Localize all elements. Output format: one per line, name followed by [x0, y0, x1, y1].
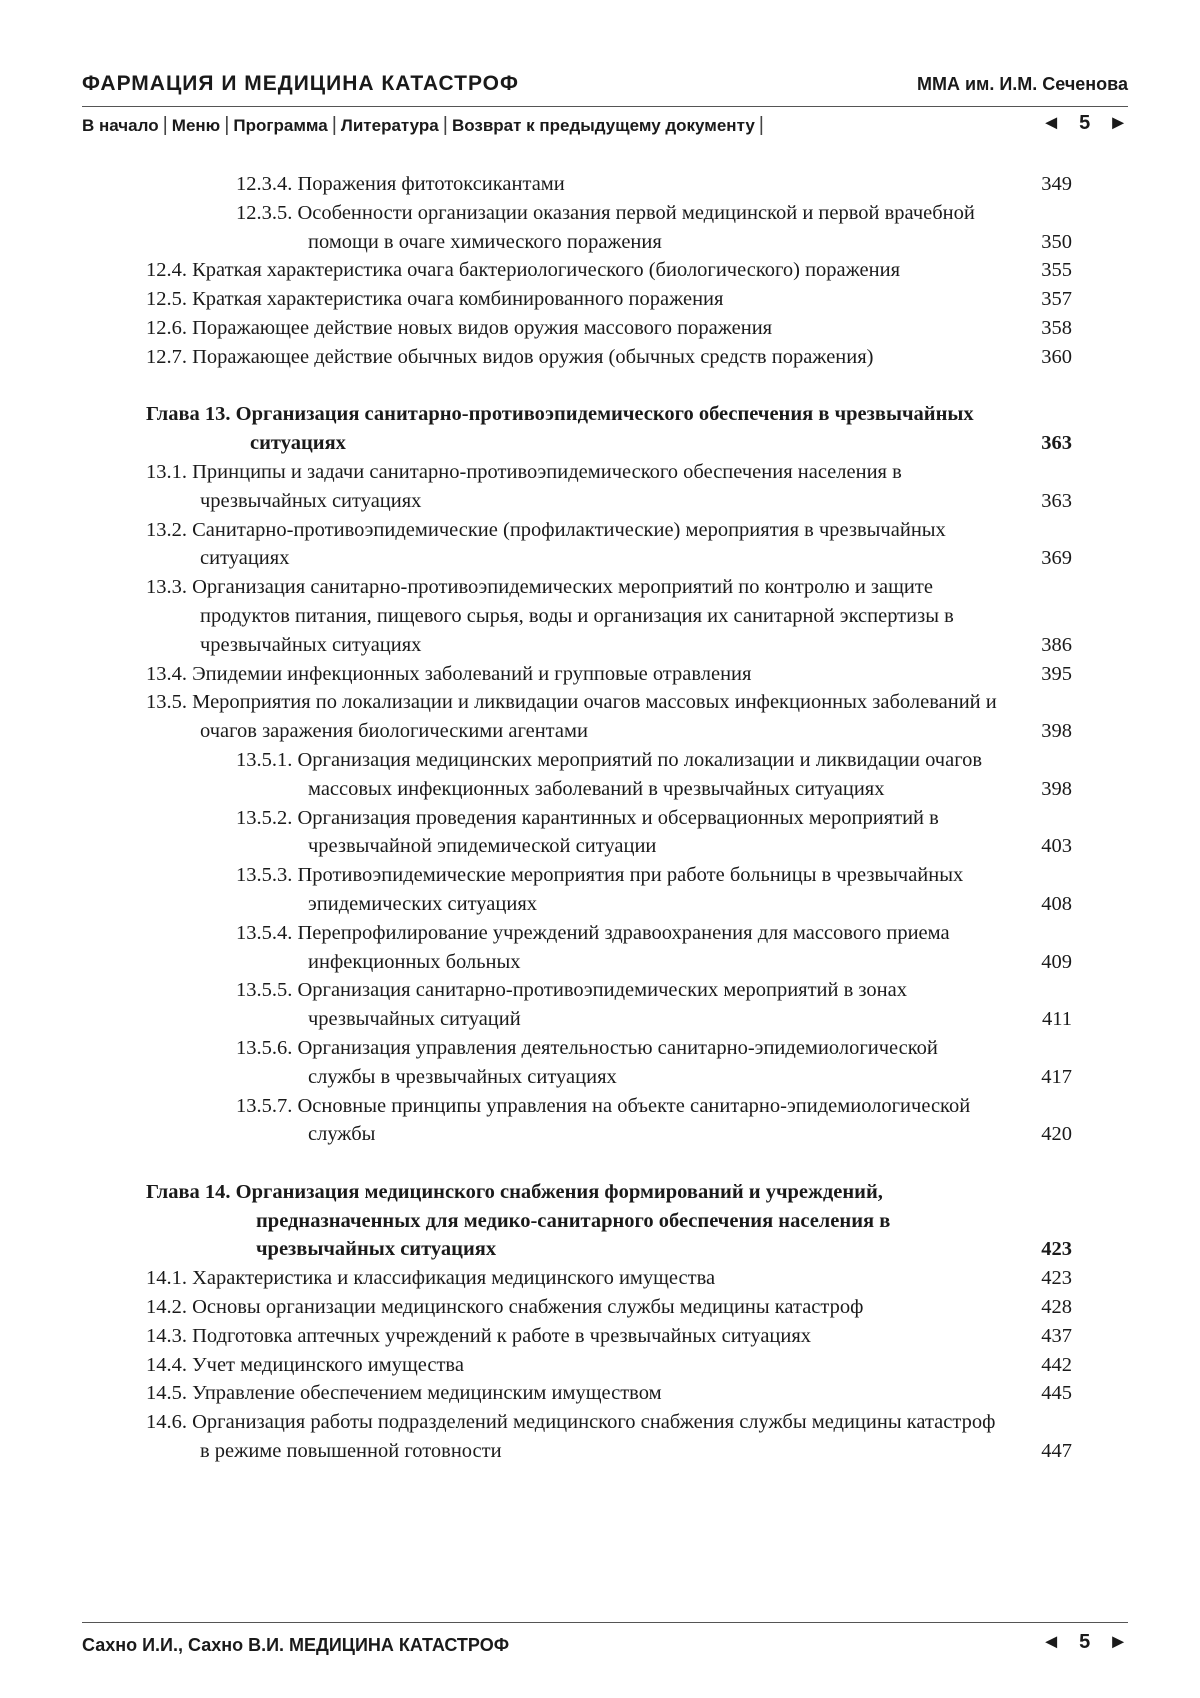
toc-entry[interactable] [0, 170, 1200, 199]
toc-entry[interactable] [0, 1351, 1200, 1380]
toc-entry-page: 358 [1041, 316, 1072, 339]
toc-entry-title: 13.1. Принципы и задачи санитарно-противоэпидемического обеспечения населения в чрезвычайных ситуациях [146, 460, 902, 512]
toc-entry-page: 445 [1041, 1382, 1072, 1405]
toc-entry-page: 411 [1042, 1008, 1072, 1031]
toc-entry-title: 13.5.6. Организация управления деятельностью санитарно-эпидемиологической службы в чрезвычайных ситуациях [236, 1036, 938, 1088]
toc-entry[interactable] [0, 688, 1200, 746]
toc-entry-page: 442 [1041, 1353, 1072, 1376]
toc-entry-page: 357 [1041, 288, 1072, 311]
toc-entry[interactable] [0, 1264, 1200, 1293]
toc-entry-title: 14.5. Управление обеспечением медицинским имуществом [146, 1382, 662, 1405]
toc-entry-title: 13.5.4. Перепрофилирование учреждений здравоохранения для массового приема инфекционных больных [236, 921, 950, 973]
toc-entry[interactable] [0, 746, 1200, 804]
toc-entry-title: 13.3. Организация санитарно-противоэпидемических мероприятий по контролю и защите продуктов питания, пищевого сырья, воды и организация их санитарной экспертизы в чрезвычайных ситуациях [146, 576, 954, 656]
toc-entry[interactable] [0, 976, 1200, 1034]
toc-entry[interactable] [0, 573, 1200, 659]
toc-entry-page: 363 [1041, 432, 1072, 455]
toc-entry-page: 398 [1041, 777, 1072, 800]
toc-entry[interactable] [0, 1379, 1200, 1408]
toc-entry-title: 13.4. Эпидемии инфекционных заболеваний и групповые отравления [146, 662, 752, 685]
prev-page-icon[interactable]: ◄ [1041, 112, 1062, 134]
toc-chapter[interactable] [0, 400, 1200, 458]
toc-entry-title: 12.7. Поражающее действие обычных видов оружия (обычных средств поражения) [146, 345, 874, 368]
toc-entry-page: 386 [1041, 633, 1072, 656]
toc-entry-title: 12.3.5. Особенности организации оказания первой медицинской и первой врачебной помощи в очаге химического поражения [236, 201, 975, 253]
toc-entry-title: 12.6. Поражающее действие новых видов оружия массового поражения [146, 316, 773, 339]
toc-entry-page: 369 [1041, 547, 1072, 570]
nav-separator: | [442, 114, 448, 136]
toc-entry-title: 13.5.2. Организация проведения карантинных и обсервационных мероприятий в чрезвычайной эпидемической ситуации [236, 806, 939, 858]
toc-entry-page: 417 [1041, 1065, 1072, 1088]
toc-entry-title: 13.2. Санитарно-противоэпидемические (профилактические) мероприятия в чрезвычайных ситуациях [146, 518, 946, 570]
nav-pager [1041, 112, 1128, 135]
toc-entry-page: 408 [1041, 892, 1072, 915]
toc-entry-title: 13.5.7. Основные принципы управления на объекте санитарно-эпидемиологической службы [236, 1094, 971, 1146]
header-title: ФАРМАЦИЯ И МЕДИЦИНА КАТАСТРОФ [82, 72, 519, 95]
nav-link-menu[interactable]: Меню [171, 116, 221, 135]
toc-entry-title: 14.4. Учет медицинского имущества [146, 1353, 464, 1376]
nav-link-program[interactable]: Программа [233, 116, 328, 135]
toc-entry[interactable] [0, 804, 1200, 862]
toc-entry[interactable] [0, 1092, 1200, 1150]
toc-entry-page: 360 [1041, 345, 1072, 368]
nav-bar [82, 112, 1128, 138]
toc-entry-page: 355 [1041, 259, 1072, 282]
toc-chapter-title: Глава 14. Организация медицинского снабжения формирований и учреждений, предназначенных для медико-санитарного обеспечения населения в чрезвычайных ситуациях [146, 1180, 891, 1261]
toc-entry-title: 12.3.4. Поражения фитотоксикантами [236, 173, 565, 195]
toc-entry-page: 349 [1041, 173, 1072, 195]
nav-separator: | [331, 114, 337, 136]
footer-text: Сахно И.И., Сахно В.И. МЕДИЦИНА КАТАСТРОФ [82, 1635, 510, 1655]
toc-entry[interactable] [0, 1034, 1200, 1092]
footer-pager [1041, 1631, 1128, 1654]
toc-entry-title: 14.3. Подготовка аптечных учреждений к работе в чрезвычайных ситуациях [146, 1324, 812, 1347]
toc-entry-page: 420 [1041, 1123, 1072, 1146]
toc-entry[interactable] [0, 861, 1200, 919]
page-header [82, 68, 1128, 107]
toc-entry-page: 428 [1041, 1296, 1072, 1319]
toc-entry-page: 395 [1041, 662, 1072, 685]
toc-entry-page: 447 [1041, 1440, 1072, 1463]
toc-entry[interactable] [0, 1408, 1200, 1466]
nav-link-home[interactable]: В начало [82, 116, 159, 135]
toc-entry-title: 13.5.3. Противоэпидемические мероприятия при работе больницы в чрезвычайных эпидемических ситуациях [236, 864, 964, 915]
toc-entry[interactable] [0, 1322, 1200, 1351]
toc-entry[interactable] [0, 919, 1200, 977]
toc-entry[interactable] [0, 199, 1200, 257]
toc-entry-page: 423 [1041, 1267, 1072, 1290]
nav-link-literature[interactable]: Литература [340, 116, 439, 135]
nav-links [82, 114, 768, 137]
next-page-icon[interactable]: ► [1108, 112, 1128, 134]
page-number: 5 [1079, 112, 1091, 134]
page-footer [82, 1622, 1128, 1663]
toc-entry-page: 409 [1041, 950, 1072, 973]
toc-entry[interactable] [0, 516, 1200, 574]
page-number: 5 [1079, 1631, 1091, 1653]
toc-entry[interactable] [0, 285, 1200, 314]
nav-link-back[interactable]: Возврат к предыдущему документу [451, 116, 755, 135]
toc-entry-page: 403 [1041, 835, 1072, 858]
toc-entry-title: 14.2. Основы организации медицинского снабжения службы медицины катастроф [146, 1296, 864, 1319]
toc-entry[interactable] [0, 660, 1200, 689]
toc-entry-page: 363 [1041, 489, 1072, 512]
nav-separator: | [162, 114, 168, 136]
nav-separator: | [224, 114, 230, 136]
next-page-icon[interactable]: ► [1108, 1631, 1128, 1653]
toc-entry-page: 437 [1041, 1324, 1072, 1347]
toc-chapter-title: Глава 13. Организация санитарно-противоэпидемического обеспечения в чрезвычайных ситуациях [146, 403, 974, 455]
toc-entry-title: 13.5.1. Организация медицинских мероприятий по локализации и ликвидации очагов массовых инфекционных заболеваний в чрезвычайных ситуациях [236, 748, 983, 800]
toc-entry-page: 350 [1041, 230, 1072, 253]
toc-entry-title: 13.5. Мероприятия по локализации и ликвидации очагов массовых инфекционных заболеваний и очагов заражения биологическими агентами [146, 691, 997, 743]
nav-separator: | [758, 114, 764, 136]
toc-entry-title: 12.4. Краткая характеристика очага бактериологического (биологического) поражения [146, 259, 901, 282]
toc-entry-title: 13.5.5. Организация санитарно-противоэпидемических мероприятий в зонах чрезвычайных ситуаций [236, 979, 907, 1031]
prev-page-icon[interactable]: ◄ [1041, 1631, 1062, 1653]
toc-entry[interactable] [0, 314, 1200, 343]
toc-entry[interactable] [0, 256, 1200, 285]
toc-entry-title: 14.6. Организация работы подразделений медицинского снабжения службы медицины катастроф в режиме повышенной готовности [146, 1411, 996, 1463]
toc-entry[interactable] [0, 458, 1200, 516]
table-of-contents [0, 170, 1200, 1466]
toc-entry[interactable] [0, 343, 1200, 372]
toc-entry-title: 14.1. Характеристика и классификация медицинского имущества [146, 1267, 716, 1290]
toc-entry-title: 12.5. Краткая характеристика очага комбинированного поражения [146, 288, 724, 311]
toc-entry[interactable] [0, 1293, 1200, 1322]
header-org: ММА им. И.М. Сеченова [916, 74, 1128, 94]
toc-entry-page: 398 [1041, 720, 1072, 743]
toc-chapter[interactable] [0, 1178, 1200, 1264]
toc-entry-page: 423 [1041, 1238, 1072, 1261]
